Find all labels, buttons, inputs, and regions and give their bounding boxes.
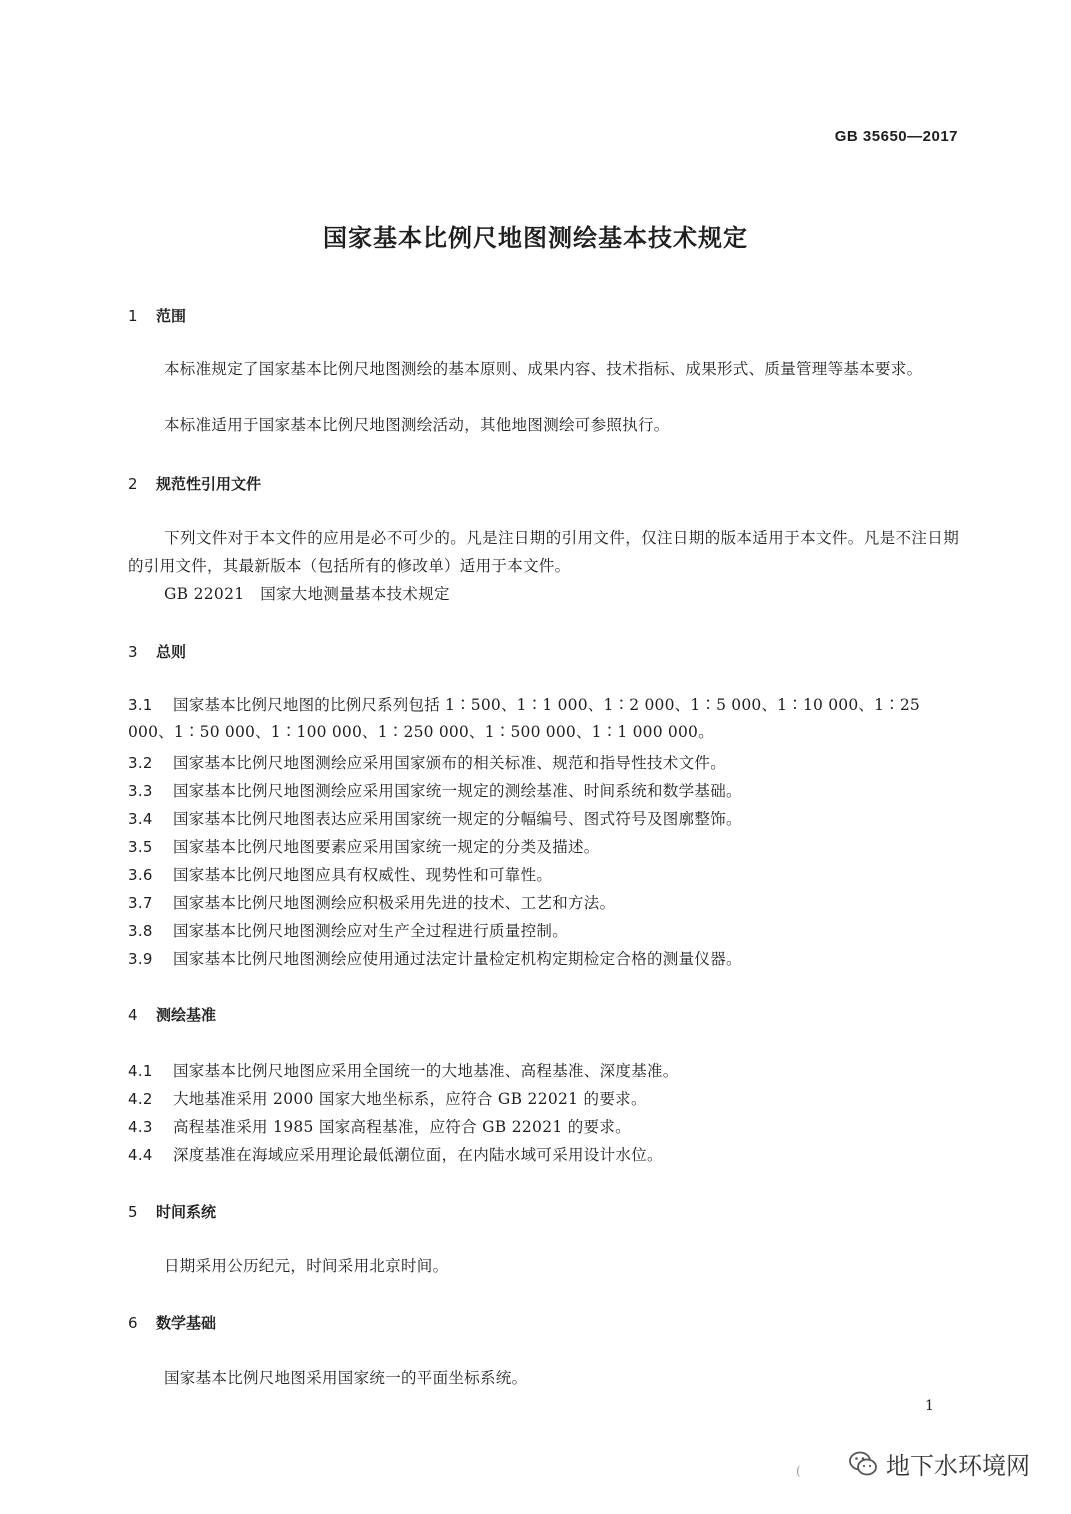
clause-number: 3.2	[128, 754, 153, 772]
scan-bracket-mark: (	[796, 1464, 801, 1478]
section-heading-6	[128, 1312, 216, 1333]
clause-text: 国家基本比例尺地图表达应采用国家统一规定的分幅编号、图式符号及图廓整饰。	[173, 810, 742, 828]
section-number: 3	[128, 643, 138, 661]
clause-text: 国家基本比例尺地图测绘应积极采用先进的技术、工艺和方法。	[173, 894, 616, 912]
clause-3-4	[128, 807, 742, 829]
clause-text: 国家基本比例尺地图测绘应采用国家颁布的相关标准、规范和指导性技术文件。	[173, 754, 727, 772]
page-title: 国家基本比例尺地图测绘基本技术规定	[323, 224, 748, 252]
clause-number: 3.1	[128, 696, 153, 714]
section-number: 6	[128, 1314, 138, 1332]
clause-4-1	[128, 1059, 679, 1081]
paragraph	[128, 411, 959, 439]
normative-reference	[128, 580, 959, 608]
clause-4-3	[128, 1115, 631, 1137]
paragraph	[128, 355, 959, 383]
section-number: 1	[128, 307, 138, 325]
section-heading-3	[128, 641, 186, 662]
clause-text: 国家基本比例尺地图的比例尺系列包括 1∶500、1∶1 000、1∶2 000、1∶5 000、1∶10 000、1∶25 000、1∶50 000、1∶100 000、1∶250 000、1∶500 000、1∶1 000 000。	[128, 696, 920, 741]
clause-text: 国家基本比例尺地图测绘应采用国家统一规定的测绘基准、时间系统和数学基础。	[173, 782, 742, 800]
clause-3-3	[128, 779, 742, 801]
clause-text: 国家基本比例尺地图测绘应对生产全过程进行质量控制。	[173, 922, 569, 940]
clause-number: 3.9	[128, 950, 153, 968]
watermark	[848, 1446, 1030, 1481]
clause-3-8	[128, 919, 568, 941]
section-number: 4	[128, 1006, 138, 1024]
page-number: 1	[925, 1398, 934, 1414]
section-title: 总则	[156, 643, 187, 661]
clause-text: 国家基本比例尺地图测绘应使用通过法定计量检定机构定期检定合格的测量仪器。	[173, 950, 742, 968]
clause-number: 4.2	[128, 1090, 153, 1108]
section-title: 时间系统	[156, 1203, 217, 1221]
section-number: 2	[128, 475, 138, 493]
clause-number: 3.4	[128, 810, 153, 828]
section-number: 5	[128, 1203, 138, 1221]
watermark-text: 地下水环境网	[886, 1452, 1030, 1480]
paragraph-text: 本标准规定了国家基本比例尺地图测绘的基本原则、成果内容、技术指标、成果形式、质量管理等基本要求。	[164, 360, 923, 378]
clause-number: 3.5	[128, 838, 153, 856]
section-title: 范围	[156, 307, 187, 325]
clause-number: 3.6	[128, 866, 153, 884]
clause-4-4	[128, 1143, 663, 1165]
clause-number: 4.4	[128, 1146, 153, 1164]
section-heading-4	[128, 1004, 216, 1025]
clause-text: 国家基本比例尺地图应采用全国统一的大地基准、高程基准、深度基准。	[173, 1062, 679, 1080]
clause-3-7	[128, 891, 615, 913]
section-heading-2	[128, 473, 261, 494]
clause-text: 国家基本比例尺地图要素应采用国家统一规定的分类及描述。	[173, 838, 600, 856]
section-title: 数学基础	[156, 1314, 217, 1332]
paragraph-text: 本标准适用于国家基本比例尺地图测绘活动，其他地图测绘可参照执行。	[164, 416, 670, 434]
clause-3-2	[128, 751, 726, 773]
section-title: 规范性引用文件	[156, 475, 262, 493]
clause-text: 高程基准采用 1985 国家高程基准，应符合 GB 22021 的要求。	[173, 1118, 631, 1136]
clause-number: 3.7	[128, 894, 153, 912]
section-title: 测绘基准	[156, 1006, 217, 1024]
clause-3-6	[128, 863, 552, 885]
clause-4-2	[128, 1087, 647, 1109]
paragraph	[128, 1252, 959, 1280]
paragraph	[128, 1364, 959, 1392]
clause-3-1	[128, 692, 959, 746]
clause-number: 3.3	[128, 782, 153, 800]
clause-number: 3.8	[128, 922, 153, 940]
wechat-icon	[848, 1450, 878, 1478]
clause-number: 4.3	[128, 1118, 153, 1136]
section-heading-5	[128, 1201, 216, 1222]
paragraph-text: 日期采用公历纪元，时间采用北京时间。	[164, 1257, 449, 1275]
paragraph	[128, 524, 959, 580]
standard-code: GB 35650—2017	[834, 128, 958, 145]
paragraph-text: 国家基本比例尺地图采用国家统一的平面坐标系统。	[164, 1369, 528, 1387]
clause-text: 国家基本比例尺地图应具有权威性、现势性和可靠性。	[173, 866, 553, 884]
section-heading-1	[128, 305, 186, 326]
clause-text: 深度基准在海域应采用理论最低潮位面，在内陆水域可采用设计水位。	[173, 1146, 663, 1164]
clause-3-9	[128, 947, 742, 969]
clause-number: 4.1	[128, 1062, 153, 1080]
paragraph-text: 下列文件对于本文件的应用是必不可少的。凡是注日期的引用文件，仅注日期的版本适用于本文件。凡是不注日期的引用文件，其最新版本（包括所有的修改单）适用于本文件。	[128, 529, 959, 575]
clause-text: 大地基准采用 2000 国家大地坐标系，应符合 GB 22021 的要求。	[173, 1090, 647, 1108]
reference-text: GB 22021 国家大地测量基本技术规定	[164, 585, 450, 603]
clause-3-5	[128, 835, 600, 857]
